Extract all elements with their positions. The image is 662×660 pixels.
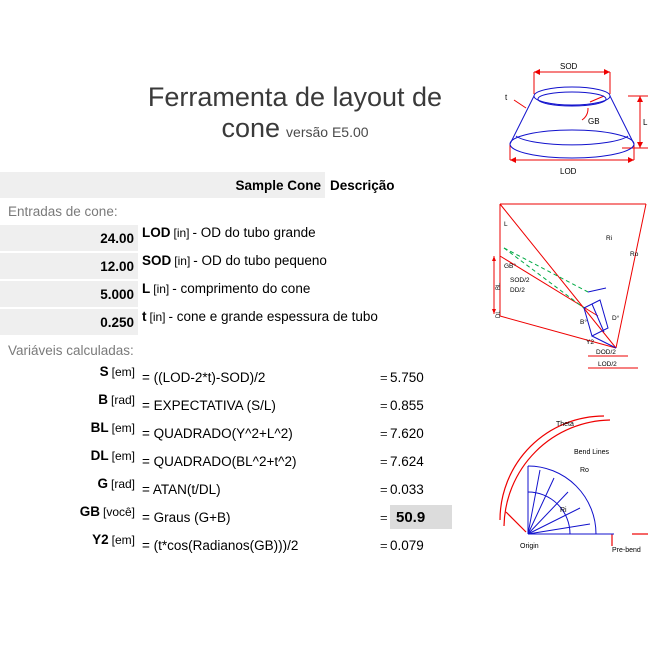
calc-symbol-group-gb [0, 504, 138, 530]
calc-symbol-dl: DL [90, 448, 109, 463]
figure-label-bl: BL [496, 282, 502, 290]
figure-label-ri2: Ri [560, 507, 567, 514]
calc-unit-g: [rad] [110, 477, 135, 491]
calc-value-bl[interactable]: 7.620 [390, 425, 424, 441]
title-version-text: versão E5.00 [286, 124, 369, 140]
calc-value-b[interactable]: 0.855 [390, 397, 424, 413]
sample-cone-header-cell[interactable]: Sample Cone [0, 172, 325, 198]
calc-formula-s: = ((LOD-2*t)-SOD)/2 [142, 369, 266, 385]
calc-equals-gb: = [380, 509, 388, 525]
calc-unit-s: [em] [111, 365, 135, 379]
calc-symbol-bl: BL [90, 420, 109, 435]
calc-unit-y2: [em] [111, 533, 135, 547]
figure-label-ro: Ro [630, 251, 639, 258]
calc-unit-dl: [em] [111, 449, 135, 463]
cone-layout-geometry-diagram [488, 196, 656, 404]
input-row [0, 281, 478, 309]
figure-label-y2: Y2 [586, 339, 594, 346]
calc-equals-b: = [380, 397, 388, 413]
calculated-section-header [0, 337, 478, 364]
input-value-t[interactable]: 0.250 [0, 309, 138, 335]
figure-label-gb-angle: GB° [504, 263, 516, 270]
calc-formula-b: = EXPECTATIVA (S/L) [142, 397, 276, 413]
calc-value-y2[interactable]: 0.079 [390, 537, 424, 553]
calculated-section-label: Variáveis calculadas: [8, 343, 134, 358]
figure-label-sod: SOD [560, 62, 578, 71]
figure-label-prebend: Pre-bend [612, 547, 641, 554]
calc-formula-gb: = Graus (G+B) [142, 509, 231, 525]
calc-symbol-b: B [98, 392, 108, 407]
input-value-l[interactable]: 5.000 [0, 281, 138, 307]
calc-symbol-g: G [97, 476, 108, 491]
calc-value-s[interactable]: 5.750 [390, 369, 424, 385]
figure-label-t: t [505, 93, 508, 102]
sheet-header-row [0, 172, 478, 198]
calc-equals-s: = [380, 369, 388, 385]
calc-formula-dl: = QUADRADO(BL^2+t^2) [142, 453, 297, 469]
figure-label-dd-half: DD/2 [510, 287, 525, 294]
calc-equals-y2: = [380, 537, 388, 553]
title-main-text: Ferramenta de layout de cone [147, 82, 443, 143]
calc-row [0, 420, 478, 448]
calc-row [0, 476, 478, 504]
input-row [0, 309, 478, 337]
calc-unit-b: [rad] [110, 393, 135, 407]
input-text-lod: - OD do tubo grande [192, 225, 316, 240]
calc-formula-g: = ATAN(t/DL) [142, 481, 221, 497]
calc-row [0, 448, 478, 476]
calc-row [0, 364, 478, 392]
calc-value-dl[interactable]: 7.624 [390, 453, 424, 469]
calc-symbol-y2: Y2 [92, 532, 109, 547]
cone-elevation-diagram [492, 52, 652, 180]
calc-symbol-group-g [0, 476, 138, 502]
calc-symbol-group-bl [0, 420, 138, 446]
input-desc-sod [142, 253, 327, 279]
figure-label-sod-half: SOD/2 [510, 277, 530, 284]
calc-symbol-gb: GB [79, 504, 100, 519]
description-header-cell: Descrição [330, 177, 395, 193]
calc-row [0, 392, 478, 420]
figure-label-ri: Ri [606, 235, 613, 242]
input-symbol-t: t [142, 309, 147, 324]
inputs-section-header [0, 198, 478, 225]
inputs-section-label: Entradas de cone: [8, 204, 118, 219]
input-unit-lod: [in] [173, 226, 190, 240]
figure-label-dl: DL [496, 310, 502, 318]
input-symbol-sod: SOD [142, 253, 172, 268]
figure-label-theta: Theta [556, 421, 574, 428]
figure-label-b-angle: B° [580, 319, 587, 326]
calc-unit-bl: [em] [111, 421, 135, 435]
calc-formula-bl: = QUADRADO(Y^2+L^2) [142, 425, 293, 441]
input-text-t: - cone e grande espessura de tubo [168, 309, 378, 324]
input-row [0, 225, 478, 253]
bend-layout-fan-diagram [492, 408, 652, 556]
calc-symbol-s: S [99, 364, 109, 379]
figure-label-ro2: Ro [580, 467, 589, 474]
page-title [120, 82, 470, 144]
calc-row [0, 532, 478, 560]
calc-row [0, 504, 478, 532]
input-symbol-l: L [142, 281, 151, 296]
cone-layout-sheet [0, 172, 478, 560]
calc-symbol-group-b [0, 392, 138, 418]
figure-label-origin: Origin [520, 543, 539, 550]
figure-label-l-side: L [504, 221, 508, 228]
calc-value-gb[interactable]: 50.9 [390, 505, 452, 529]
input-desc-l [142, 281, 310, 307]
input-value-sod[interactable]: 12.00 [0, 253, 138, 279]
calc-equals-bl: = [380, 425, 388, 441]
figure-label-d-angle: D° [612, 315, 620, 322]
input-row [0, 253, 478, 281]
input-unit-sod: [in] [174, 254, 191, 268]
calc-equals-dl: = [380, 453, 388, 469]
input-value-lod[interactable]: 24.00 [0, 225, 138, 251]
input-symbol-lod: LOD [142, 225, 171, 240]
figure-label-lod-half: LOD/2 [598, 361, 617, 368]
calc-value-g[interactable]: 0.033 [390, 481, 424, 497]
calc-equals-g: = [380, 481, 388, 497]
calc-symbol-group-s [0, 364, 138, 390]
calc-formula-y2: = (t*cos(Radianos(GB)))/2 [142, 537, 299, 553]
figure-label-l: L [643, 118, 648, 127]
figure-label-bend: Bend Lines [574, 449, 610, 456]
calc-unit-gb: [você] [102, 505, 135, 519]
input-unit-l: [in] [153, 282, 170, 296]
calc-symbol-group-y2 [0, 532, 138, 558]
input-text-sod: - OD do tubo pequeno [193, 253, 327, 268]
input-unit-t: [in] [149, 310, 166, 324]
input-desc-lod [142, 225, 316, 251]
figure-label-lod: LOD [560, 167, 577, 176]
calc-symbol-group-dl [0, 448, 138, 474]
figure-label-dod-half: DOD/2 [596, 349, 616, 356]
input-text-l: - comprimento do cone [172, 281, 311, 296]
input-desc-t [142, 309, 378, 335]
figure-label-gb: GB [588, 117, 600, 126]
